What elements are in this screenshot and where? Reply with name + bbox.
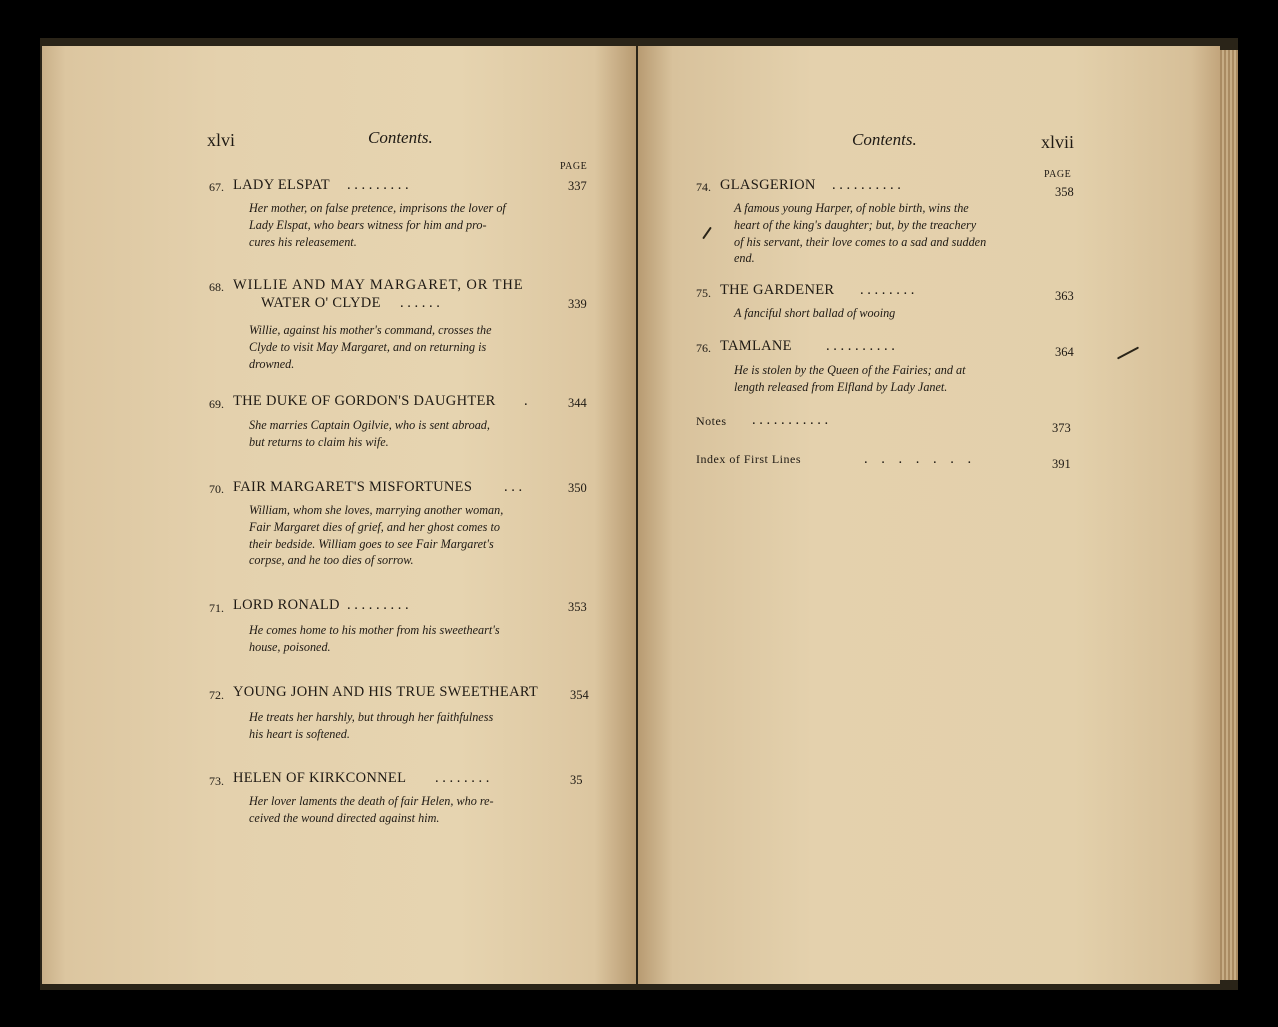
- pencil-mark-icon: [702, 227, 712, 240]
- entry-number: 73.: [209, 774, 224, 788]
- left-page: [42, 46, 636, 984]
- entry-dots: . . . . . . . . . .: [832, 177, 901, 193]
- entry-number: 69.: [209, 397, 224, 411]
- entry-description: Willie, against his mother's command, crosses the Clyde to visit May Margaret, and on returning is drowned.: [249, 323, 492, 371]
- entry-page: 364: [1055, 345, 1074, 359]
- entry-title: HELEN OF KIRKCONNEL: [233, 770, 407, 786]
- entry-dots: . . .: [504, 479, 523, 495]
- entry-number: 67.: [209, 180, 224, 194]
- right-running-title: Contents.: [852, 130, 917, 149]
- entry-title: LADY ELSPAT: [233, 177, 330, 193]
- entry-dots: . . . . . . . .: [435, 770, 490, 786]
- page-edges: [1220, 50, 1238, 980]
- entry-number: 71.: [209, 601, 224, 615]
- entry-title: THE DUKE OF GORDON'S DAUGHTER: [233, 393, 496, 409]
- notes-page: 373: [1052, 421, 1071, 435]
- right-page-label: PAGE: [1044, 169, 1072, 180]
- entry-page: 353: [568, 600, 587, 614]
- entry-number: 74.: [696, 180, 711, 194]
- entry-page: 354: [570, 688, 589, 702]
- entry-description: Her lover laments the death of fair Helen, who re- ceived the wound directed against him.: [249, 794, 494, 825]
- entry-dots: . . . . . . . . .: [347, 177, 409, 193]
- entry-title: THE GARDENER: [720, 282, 835, 298]
- right-page: [638, 46, 1220, 984]
- entry-description: He treats her harshly, but through her faithfulness his heart is softened.: [249, 710, 494, 741]
- entry-title: FAIR MARGARET'S MISFORTUNES: [233, 479, 473, 495]
- left-running-title: Contents.: [368, 128, 433, 147]
- entry-title-continued: WATER O' CLYDE: [261, 295, 381, 311]
- left-folio: xlvi: [207, 130, 236, 150]
- left-page-label: PAGE: [560, 161, 588, 172]
- entry-number: 70.: [209, 482, 224, 496]
- entry-number: 75.: [696, 286, 711, 300]
- pencil-mark-icon: [1117, 346, 1139, 359]
- entry-page: 358: [1055, 185, 1074, 199]
- entry-dots: . . . . . . . . . .: [826, 338, 895, 354]
- index-label: Index of First Lines: [696, 452, 801, 466]
- entry-number: 68.: [209, 280, 224, 294]
- notes-dots: . . . . . . . . . . .: [752, 412, 829, 428]
- entry-description: A fanciful short ballad of wooing: [734, 306, 896, 320]
- entry-dots: . . . . . . . . .: [347, 597, 409, 613]
- entry-title: GLASGERION: [720, 177, 816, 193]
- right-folio: xlvii: [1041, 132, 1075, 152]
- entry-description: She marries Captain Ogilvie, who is sent abroad, but returns to claim his wife.: [249, 418, 490, 449]
- entry-page: 344: [568, 396, 587, 410]
- entry-title: WILLIE AND MAY MARGARET, OR THE: [233, 277, 524, 293]
- entry-page: 363: [1055, 289, 1074, 303]
- index-dots: . . . . . . .: [864, 451, 977, 467]
- entry-description: A famous young Harper, of noble birth, wins the heart of the king's daughter; but, by the treachery of his servant, their love comes to a sad and sudden end.: [734, 201, 987, 266]
- entry-title: YOUNG JOHN AND HIS TRUE SWEETHEART: [233, 684, 539, 700]
- index-page: 391: [1052, 457, 1071, 471]
- entry-dots: .: [524, 393, 528, 409]
- entry-page: 35: [570, 773, 583, 787]
- entry-description: He is stolen by the Queen of the Fairies; and at length released from Elfland by Lady Janet.: [734, 363, 966, 394]
- entry-page: 350: [568, 481, 587, 495]
- entry-description: Her mother, on false pretence, imprisons the lover of Lady Elspat, who bears witness for him and pro- cures his releasement.: [249, 201, 506, 249]
- entry-description: William, whom she loves, marrying another woman, Fair Margaret dies of grief, and her ghost comes to their bedside. William goes to see Fair Margaret's corpse, and he too dies of sorrow.: [249, 503, 504, 568]
- open-book: [40, 38, 1238, 990]
- entry-page: 337: [568, 179, 587, 193]
- entry-title: TAMLANE: [720, 338, 792, 354]
- entry-description: He comes home to his mother from his sweetheart's house, poisoned.: [249, 623, 500, 654]
- entry-page: 339: [568, 297, 587, 311]
- notes-label: Notes: [696, 414, 727, 428]
- entry-number: 76.: [696, 341, 711, 355]
- entry-title: LORD RONALD: [233, 597, 340, 613]
- entry-dots: . . . . . .: [400, 295, 440, 311]
- entry-dots: . . . . . . . .: [860, 282, 915, 298]
- entry-number: 72.: [209, 688, 224, 702]
